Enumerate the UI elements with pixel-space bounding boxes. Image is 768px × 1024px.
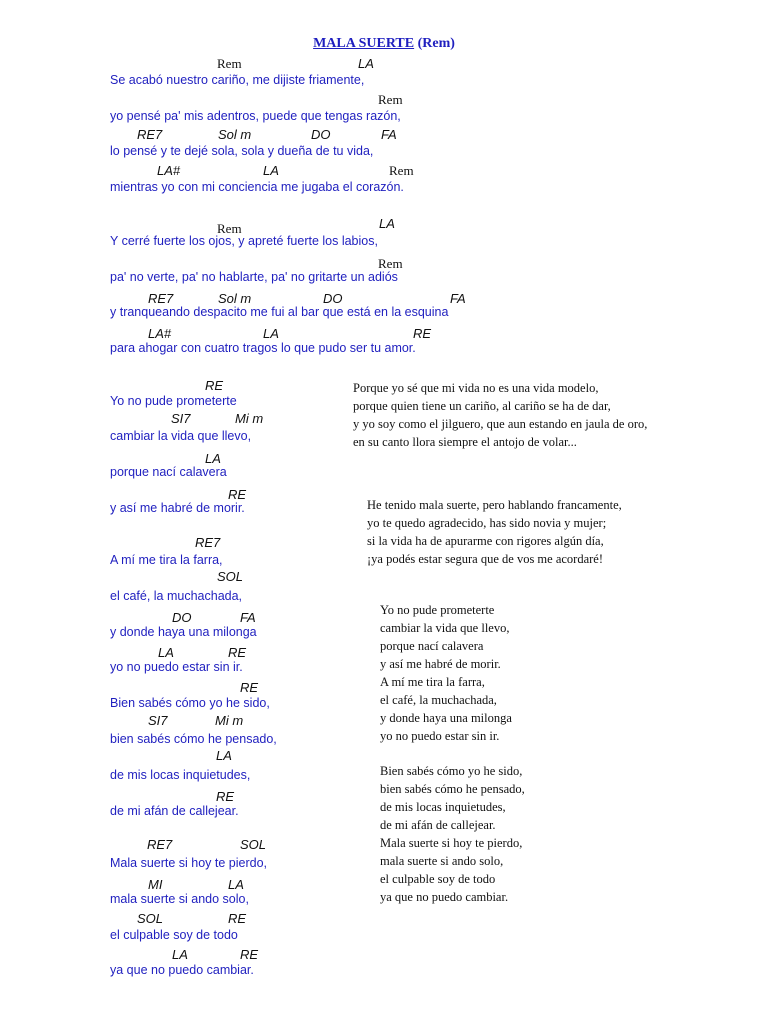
lyric-line: Yo no pude prometerte (110, 394, 237, 408)
chord: LA (172, 947, 188, 962)
chord: Rem (217, 221, 242, 236)
verse-line: bien sabés cómo he pensado, (380, 782, 525, 796)
verse-line: Mala suerte si hoy te pierdo, (380, 836, 523, 850)
chord: SOL (240, 837, 267, 852)
song-key: (Rem) (417, 36, 455, 51)
chord: FA (240, 610, 256, 625)
chord: Rem (217, 56, 242, 71)
chord: LA (358, 56, 374, 71)
chord: Rem (378, 92, 403, 107)
verse-block (367, 496, 622, 568)
verse-line: ¡ya podés estar segura que de vos me acordaré! (367, 552, 604, 566)
chord: RE (240, 947, 259, 962)
lyric-line: cambiar la vida que llevo, (110, 429, 252, 443)
verse-line: Porque yo sé que mi vida no es una vida modelo, (353, 381, 599, 395)
chord: FA (450, 291, 466, 306)
lyric-line: porque nací calavera (110, 465, 227, 479)
chord: RE (216, 789, 235, 804)
verse-line: Yo no pude prometerte (380, 603, 495, 617)
chord: RE (413, 326, 432, 341)
verse-line: si la vida ha de apurarme con rigores algún día, (367, 534, 604, 548)
chord: LA# (157, 163, 181, 178)
chord: LA# (148, 326, 172, 341)
chord: LA (228, 877, 244, 892)
chord: LA (205, 451, 221, 466)
lyric-line: y donde haya una milonga (110, 625, 257, 639)
chord: LA (263, 326, 279, 341)
lyric-line: para ahogar con cuatro tragos lo que pudo ser tu amor. (110, 341, 416, 355)
chord: DO (172, 610, 192, 625)
chord: SOL (217, 569, 244, 584)
chord: Rem (378, 256, 403, 271)
lyric-line: el culpable soy de todo (110, 928, 238, 942)
verse-line: el culpable soy de todo (380, 872, 496, 886)
verse-line: ya que no puedo cambiar. (380, 890, 509, 904)
chord: SI7 (148, 713, 168, 728)
chord: RE (228, 645, 247, 660)
verse-line: porque quien tiene un cariño, al cariño se ha de dar, (353, 399, 611, 413)
verse-line: mala suerte si ando solo, (380, 854, 504, 868)
lyric-line: mala suerte si ando solo, (110, 892, 249, 906)
verse-line: Bien sabés cómo yo he sido, (380, 764, 523, 778)
verse-line: y donde haya una milonga (380, 711, 512, 725)
verse-block (380, 762, 525, 906)
verse-line: de mi afán de callejear. (380, 818, 496, 832)
verse-block (380, 601, 512, 745)
chord: SI7 (171, 411, 191, 426)
chord: RE7 (195, 535, 221, 550)
lyric-line: Y cerré fuerte los ojos, y apreté fuerte los labios, (110, 234, 378, 248)
lyric-line: el café, la muchachada, (110, 589, 243, 603)
lyric-line: y así me habré de morir. (110, 501, 245, 515)
verse-line: y yo soy como el jilguero, que aun estando en jaula de oro, (353, 417, 648, 431)
chord: Rem (389, 163, 414, 178)
chord: MI (148, 877, 163, 892)
lyric-line: bien sabés cómo he pensado, (110, 732, 277, 746)
chord: RE7 (147, 837, 173, 852)
lyric-line: de mi afán de callejear. (110, 804, 239, 818)
lyric-line: de mis locas inquietudes, (110, 768, 251, 782)
chord: LA (263, 163, 279, 178)
verse-line: cambiar la vida que llevo, (380, 621, 510, 635)
lyric-line: Bien sabés cómo yo he sido, (110, 696, 270, 710)
lyric-line: pa' no verte, pa' no hablarte, pa' no gritarte un adiós (110, 270, 398, 284)
chord: RE (228, 487, 247, 502)
chord: RE (205, 378, 224, 393)
verse-line: porque nací calavera (380, 639, 484, 653)
chord: RE7 (137, 127, 163, 142)
verse-line: yo no puedo estar sin ir. (380, 729, 500, 743)
verse-line: y así me habré de morir. (380, 657, 501, 671)
lyric-line: yo pensé pa' mis adentros, puede que tengas razón, (110, 109, 401, 123)
chord: LA (216, 748, 232, 763)
verse-line: A mí me tira la farra, (380, 675, 485, 689)
lyric-line: Se acabó nuestro cariño, me dijiste friamente, (110, 73, 365, 87)
lyric-line: mientras yo con mi conciencia me jugaba el corazón. (110, 180, 404, 194)
verse-line: el café, la muchachada, (380, 693, 497, 707)
lyric-line: yo no puedo estar sin ir. (110, 660, 243, 674)
chord: RE7 (148, 291, 174, 306)
chord: Sol m (218, 291, 252, 306)
lyric-line: Mala suerte si hoy te pierdo, (110, 856, 268, 870)
verse-line: He tenido mala suerte, pero hablando francamente, (367, 498, 622, 512)
chord: LA (379, 216, 395, 231)
lyric-line: A mí me tira la farra, (110, 553, 223, 567)
verse-line: yo te quedo agradecido, has sido novia y mujer; (367, 516, 607, 530)
chord: Mi m (235, 411, 264, 426)
chord: RE (240, 680, 259, 695)
chord: RE (228, 911, 247, 926)
verse-block (353, 379, 647, 451)
verse-line: en su canto llora siempre el antojo de volar... (353, 435, 577, 449)
chord: Sol m (218, 127, 252, 142)
chord: DO (323, 291, 343, 306)
chord: DO (311, 127, 331, 142)
chord: Mi m (215, 713, 244, 728)
verse-line: de mis locas inquietudes, (380, 800, 506, 814)
chord: LA (158, 645, 174, 660)
chord: FA (381, 127, 397, 142)
lyric-line: y tranqueando despacito me fui al bar que está en la esquina (110, 305, 449, 319)
song-title-name: MALA SUERTE (313, 36, 415, 51)
song-title (0, 36, 768, 52)
chord: SOL (137, 911, 164, 926)
lyric-line: ya que no puedo cambiar. (110, 963, 254, 977)
lyric-line: lo pensé y te dejé sola, sola y dueña de tu vida, (110, 144, 374, 158)
